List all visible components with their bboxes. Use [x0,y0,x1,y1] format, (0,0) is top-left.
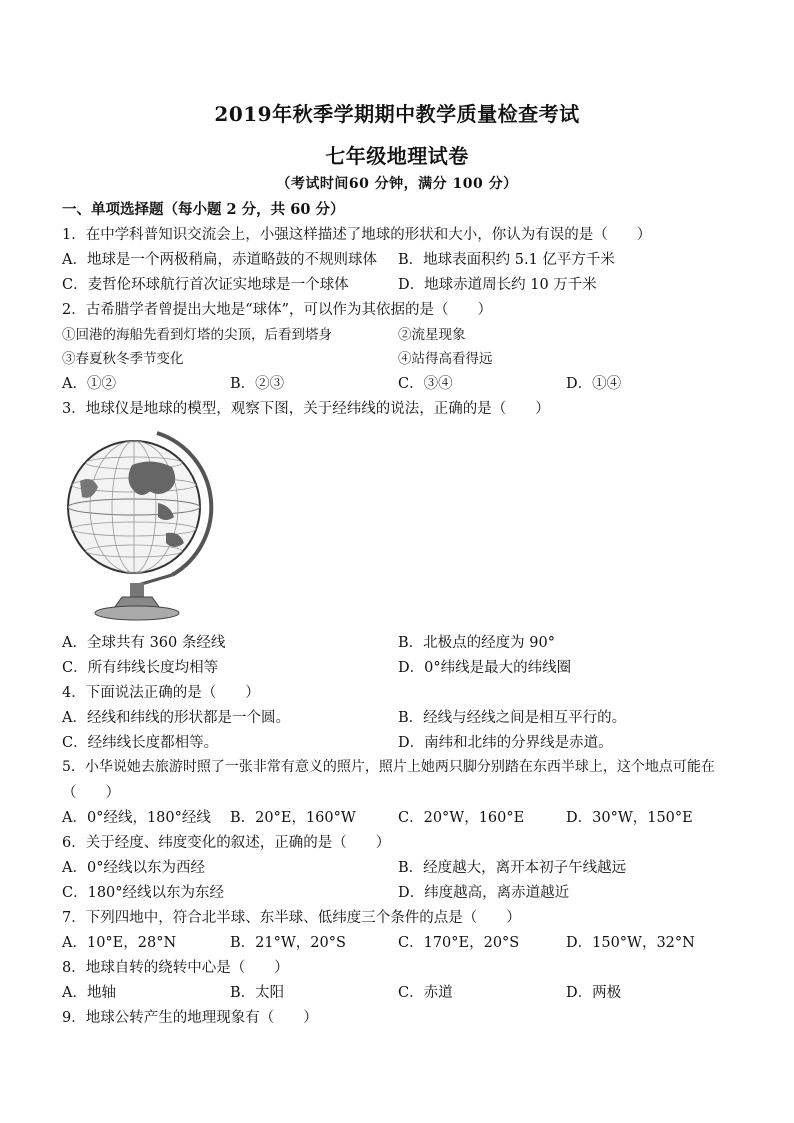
question-8-option-c: C．赤道 [398,985,453,1001]
question-5-option-c: C．20°W，160°E [398,810,525,826]
question-6-option-a: A．0°经线以东为西经 [62,860,205,876]
question-7-option-b: B．21°W，20°S [230,935,346,951]
question-4-stem: 4．下面说法正确的是（ ） [62,685,260,701]
question-1-option-b: B．地球表面积约 5.1 亿平方千米 [398,252,615,268]
question-3-option-a: A．全球共有 360 条经线 [62,635,226,651]
question-2-statement-4: ④站得高看得远 [398,351,493,367]
question-1-option-d: D．地球赤道周长约 10 万千米 [398,277,597,293]
question-6-stem: 6．关于经度、纬度变化的叙述，正确的是（ ） [62,835,391,851]
question-1-stem: 1．在中学科普知识交流会上，小强这样描述了地球的形状和大小，你认为有误的是（ ） [62,227,652,243]
question-1-option-a: A．地球是一个两极稍扁，赤道略鼓的不规则球体 [62,252,377,268]
question-5-option-a: A．0°经线，180°经线 [62,810,211,826]
question-3-option-b: B．北极点的经度为 90° [398,635,555,651]
question-5-option-d: D．30°W，150°E [566,810,693,826]
question-1-option-c: C．麦哲伦环球航行首次证实地球是一个球体 [62,277,349,293]
question-3-option-c: C．所有纬线长度均相等 [62,660,219,676]
question-8-option-b: B．太阳 [230,985,285,1001]
question-7-option-d: D．150°W，32°N [566,935,695,951]
question-8-option-a: A．地轴 [62,985,116,1001]
exam-title: 2019年秋季学期期中教学质量检查考试 [214,102,580,126]
question-7-stem: 7．下列四地中，符合北半球、东半球、低纬度三个条件的点是（ ） [62,910,521,926]
question-2-statement-1: ①回港的海船先看到灯塔的尖顶，后看到塔身 [62,327,332,343]
question-7-option-a: A．10°E，28°N [62,935,177,951]
question-9-stem: 9．地球公转产生的地理现象有（ ） [62,1010,318,1026]
question-5-stem-cont: （ ） [62,785,120,801]
question-4-option-b: B．经线与经线之间是相互平行的。 [398,710,627,726]
question-3-option-d: D．0°纬线是最大的纬线圈 [398,660,572,676]
question-2-stem: 2．古希腊学者曾提出大地是“球体”，可以作为其依据的是（ ） [62,302,493,318]
exam-subtitle: 七年级地理试卷 [325,144,469,168]
question-2-statement-2: ②流星现象 [398,327,466,343]
exam-info: （考试时间60 分钟，满分 100 分） [276,176,518,192]
question-5-option-b: B．20°E，160°W [230,810,356,826]
question-2-option-d: D．①④ [566,376,622,392]
question-4-option-d: D．南纬和北纬的分界线是赤道。 [398,735,613,751]
question-6-option-b: B．经度越大，离开本初子午线越远 [398,860,627,876]
question-4-option-c: C．经纬线长度都相等。 [62,735,219,751]
section-heading: 一、单项选择题（每小题 2 分，共 60 分） [62,201,345,218]
question-8-stem: 8．地球自转的绕转中心是（ ） [62,960,289,976]
question-6-option-c: C．180°经线以东为东经 [62,885,225,901]
question-2-option-b: B．②③ [230,376,285,392]
question-7-option-c: C．170°E，20°S [398,935,520,951]
globe-illustration [62,425,222,625]
question-2-option-a: A．①② [62,376,116,392]
question-2-statement-3: ③春夏秋冬季节变化 [62,351,184,367]
question-3-stem: 3．地球仪是地球的模型，观察下图，关于经纬线的说法，正确的是（ ） [62,401,550,417]
question-8-option-d: D．两极 [566,985,622,1001]
question-5-stem: 5．小华说她去旅游时照了一张非常有意义的照片，照片上她两只脚分别踏在东西半球上，这个地点可能在 [62,759,715,775]
question-2-option-c: C．③④ [398,376,453,392]
question-4-option-a: A．经线和纬线的形状都是一个圆。 [62,710,290,726]
question-6-option-d: D．纬度越高，离赤道越近 [398,885,570,901]
